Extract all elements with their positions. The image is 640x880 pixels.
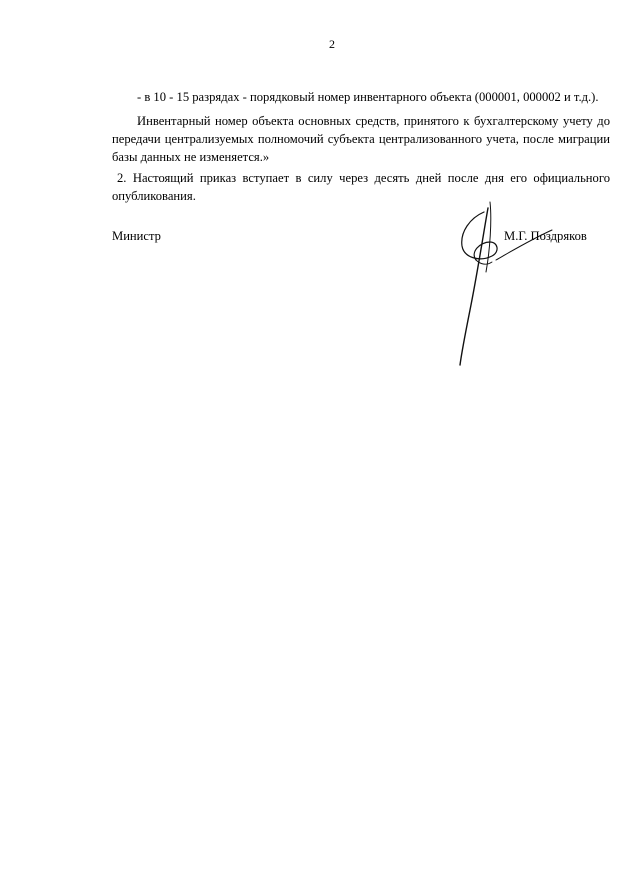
handwritten-signature xyxy=(440,200,560,370)
signatory-name: М.Г. Поздряков xyxy=(504,229,587,243)
paragraph-inventory-number: Инвентарный номер объекта основных средств, принятого к бухгалтерскому учету до передачи централизуемых полномочий субъекта централизованного учета, после миграции базы данных не изменяется.» xyxy=(112,114,610,164)
signatory-title: Министр xyxy=(112,229,161,243)
paragraph-inventory-digits: - в 10 - 15 разрядах - порядковый номер инвентарного объекта (000001, 000002 и т.д.). xyxy=(137,90,599,104)
page-number: 2 xyxy=(329,37,335,51)
paragraph-effective-date: 2. Настоящий приказ вступает в силу через десять дней после дня его официального опубликования. xyxy=(112,171,610,203)
